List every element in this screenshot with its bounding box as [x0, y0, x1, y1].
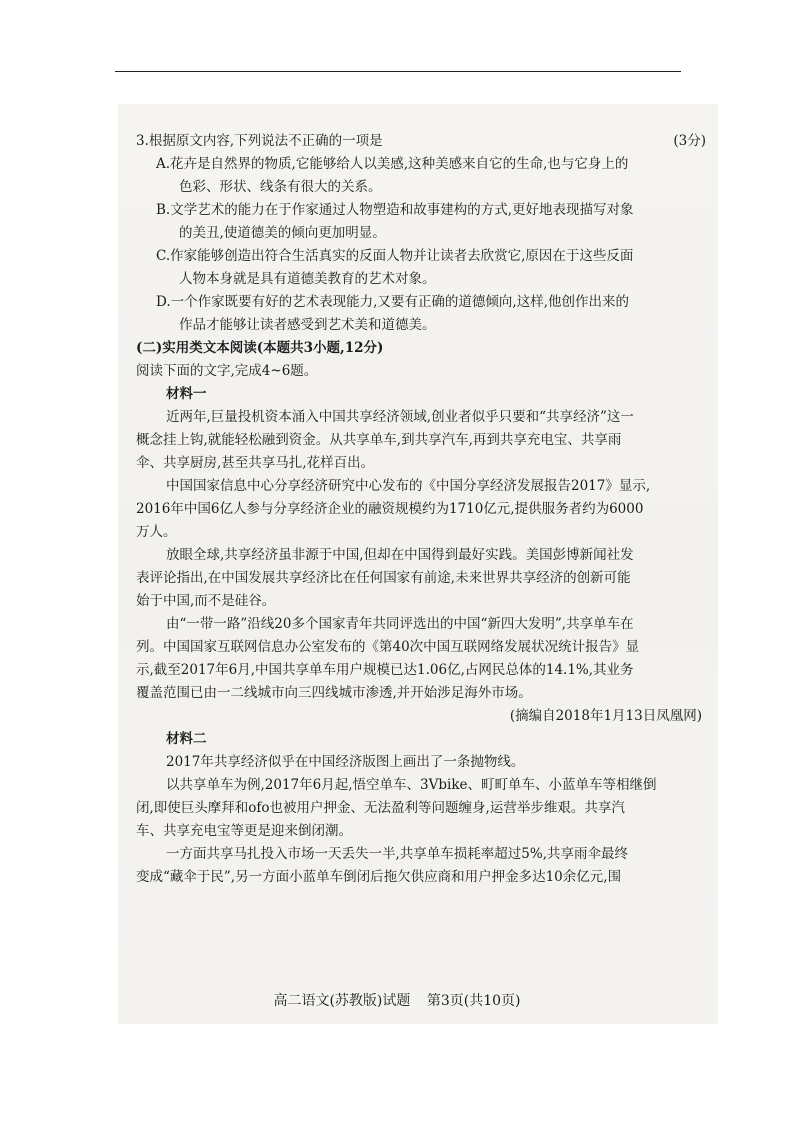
option-d [136, 291, 706, 337]
paragraph-line: 中国国家信息中心分享经济研究中心发布的《中国分享经济发展报告2017》显示, [166, 478, 651, 494]
paragraph-line: 表评论指出,在中国发展共享经济比在任何国家有前途,未来世界共享经济的创新可能 [136, 570, 631, 586]
option-a [136, 153, 706, 199]
option-line: A.花卉是自然界的物质,它能够给人以美感,这种美感来自它的生命,也与它身上的 [156, 156, 629, 172]
option-line: 色彩、形状、线条有很大的关系。 [179, 179, 382, 195]
material-2-paragraph-3 [136, 843, 706, 889]
material-2-paragraph-2 [136, 774, 706, 843]
section-instruction: 阅读下面的文字,完成4~6题。 [136, 363, 318, 379]
question-points: (3分) [673, 133, 706, 149]
question-stem: 3.根据原文内容,下列说法不正确的一项是 [136, 133, 383, 149]
paragraph-line: 放眼全球,共享经济虽非源于中国,但却在中国得到最好实践。美国彭博新闻社发 [166, 547, 634, 563]
material-1-paragraph-2 [136, 475, 706, 544]
paragraph-line: 2016年中国6亿人参与分享经济企业的融资规模约为1710亿元,提供服务者约为6000 [136, 501, 644, 517]
material-2-paragraph-1 [136, 751, 706, 774]
material-1-source: (摘编自2018年1月13日凤凰网) [509, 708, 702, 724]
page-footer [0, 990, 794, 1010]
material-2-title: 材料二 [166, 731, 207, 747]
paragraph-line: 万人。 [136, 524, 177, 540]
footer-title: 高二语文(苏教版)试题 [273, 993, 411, 1009]
paragraph-line: 伞、共享厨房,甚至共享马扎,花样百出。 [136, 455, 375, 471]
option-line: B.文学艺术的能力在于作家通过人物塑造和故事建构的方式,更好地表现描写对象 [156, 202, 634, 218]
option-line: C.作家能够创造出符合生活真实的反面人物并让读者去欣赏它,原因在于这些反面 [156, 248, 634, 264]
header-rule [115, 71, 681, 72]
section-heading: (二)实用类文本阅读(本题共3小题,12分) [136, 340, 384, 356]
material-1-paragraph-1 [136, 406, 706, 475]
paragraph-line: 覆盖范围已由一二线城市向三四线城市渗透,并开始涉足海外市场。 [136, 685, 532, 701]
paragraph-line: 闭,即使巨头摩拜和ofo也被用户押金、无法盈利等问题缠身,运营举步维艰。共享汽 [136, 800, 625, 816]
option-line: 人物本身就是具有道德美教育的艺术对象。 [179, 271, 436, 287]
option-c [136, 245, 706, 291]
footer-page: 第3页(共10页) [426, 993, 521, 1009]
material-1-paragraph-3 [136, 544, 706, 613]
paragraph-line: 示,截至2017年6月,中国共享单车用户规模已达1.06亿,占网民总体的14.1%,其业务 [136, 662, 634, 678]
question-stem-line [136, 130, 706, 153]
paragraph-line: 2017年共享经济似乎在中国经济版图上画出了一条抛物线。 [166, 754, 525, 770]
option-line: 作品才能够让读者感受到艺术美和道德美。 [179, 317, 436, 333]
option-b [136, 199, 706, 245]
paragraph-line: 车、共享充电宝等更是迎来倒闭潮。 [136, 823, 352, 839]
paragraph-line: 一方面共享马扎投入市场一天丢失一半,共享单车损耗率超过5%,共享雨伞最终 [166, 846, 628, 862]
option-line: 的美丑,使道德美的倾向更加明显。 [179, 225, 386, 241]
paragraph-line: 由“一带一路”沿线20多个国家青年共同评选出的中国“新四大发明”,共享单车在 [166, 616, 634, 632]
material-1-title: 材料一 [166, 386, 207, 402]
paragraph-line: 变成“藏伞于民”,另一方面小蓝单车倒闭后拖欠供应商和用户押金多达10余亿元,围 [136, 869, 622, 885]
page-content [136, 130, 706, 889]
option-line: D.一个作家既要有好的艺术表现能力,又要有正确的道德倾向,这样,他创作出来的 [156, 294, 630, 310]
paragraph-line: 以共享单车为例,2017年6月起,悟空单车、3Vbike、町町单车、小蓝单车等相继倒 [166, 777, 657, 793]
paragraph-line: 始于中国,而不是硅谷。 [136, 593, 276, 609]
paragraph-line: 概念挂上钩,就能轻松融到资金。从共享单车,到共享汽车,再到共享充电宝、共享雨 [136, 432, 622, 448]
material-1-paragraph-4 [136, 613, 706, 705]
paragraph-line: 列。中国国家互联网信息办公室发布的《第40次中国互联网络发展状况统计报告》显 [136, 639, 640, 655]
paragraph-line: 近两年,巨量投机资本涌入中国共享经济领域,创业者似乎只要和“共享经济”这一 [166, 409, 634, 425]
